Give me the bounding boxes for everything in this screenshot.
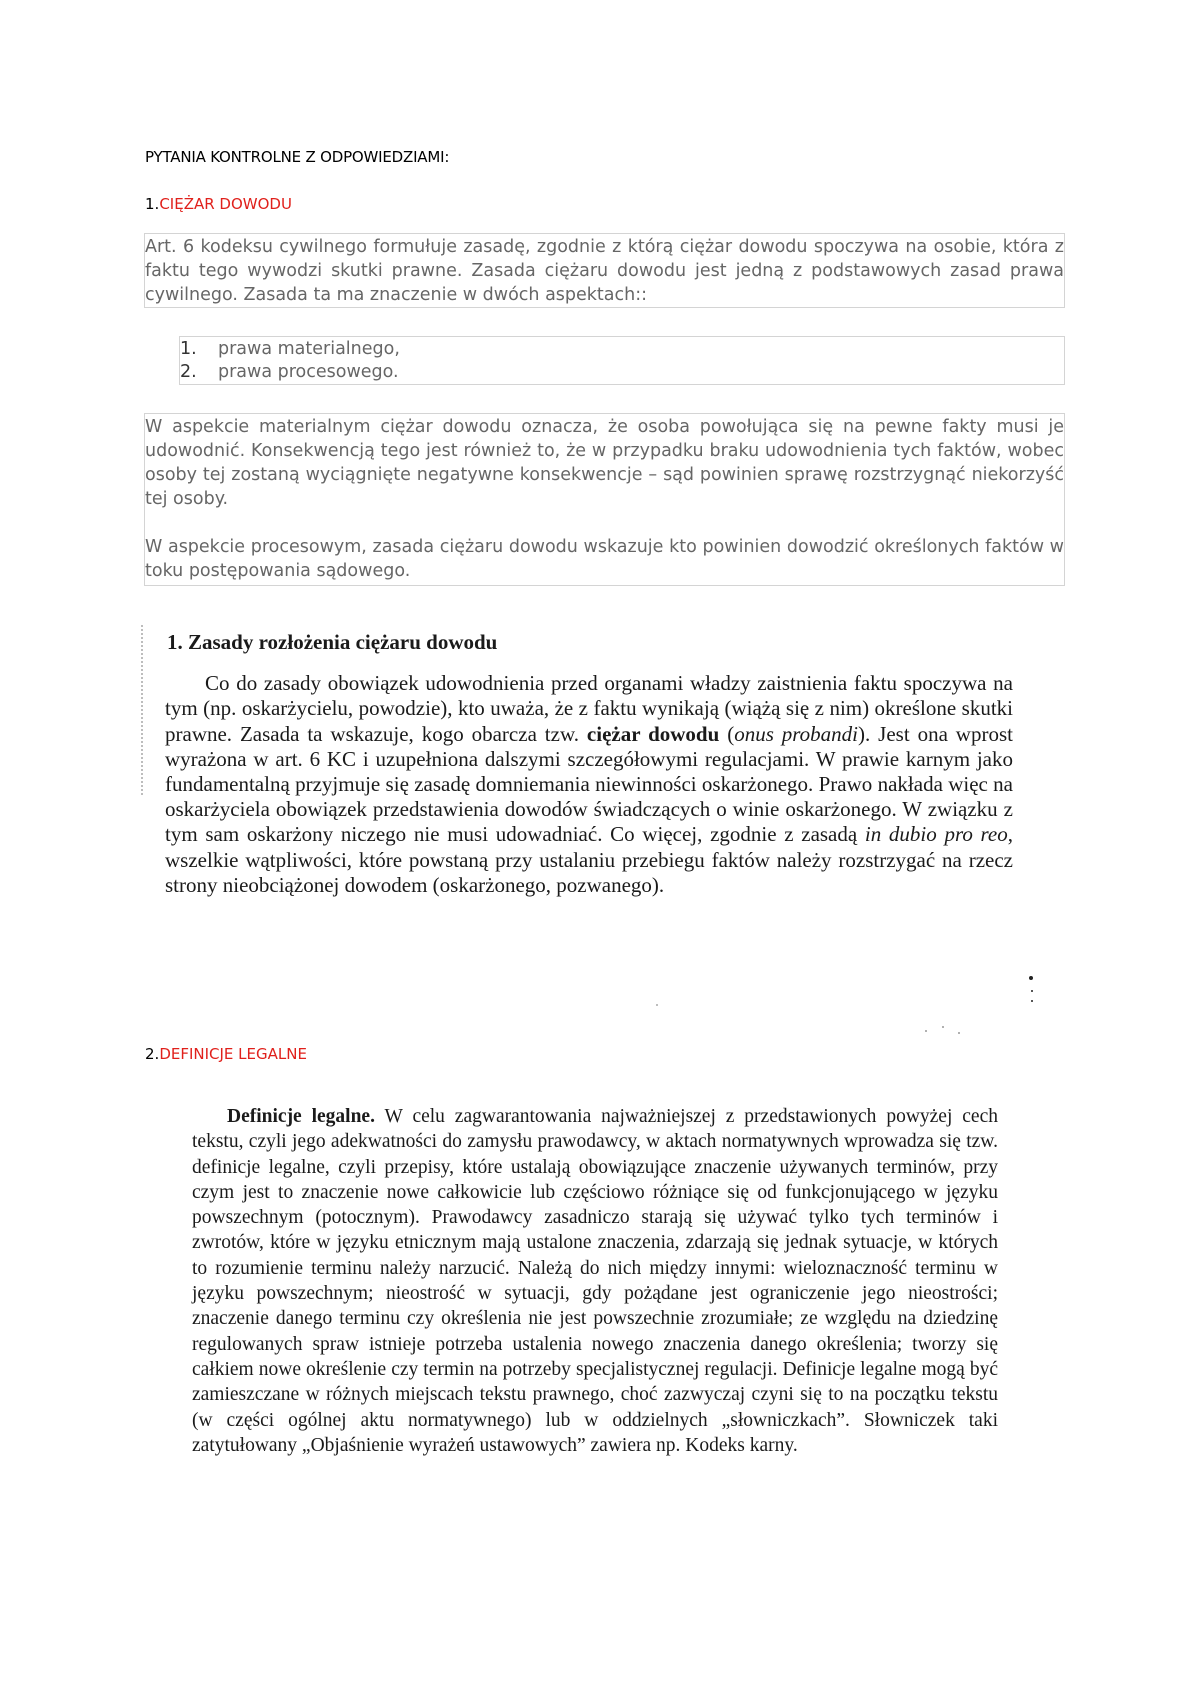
list-item-text: prawa materialnego, [218, 339, 400, 359]
italic-term: onus probandi [734, 721, 858, 746]
section-title: CIĘŻAR DOWODU [159, 195, 292, 213]
list-item [180, 338, 1064, 361]
scanned-excerpt-burden-of-proof [165, 630, 1013, 898]
scan-speck [1031, 1000, 1033, 1002]
scanned-text: Co do zasady obowiązek udowodnienia przed organami władzy zaistnienia faktu spoczywa na tym (np. oskarżycielu, powodzie), kto uważa, że z faktu wynikają (wiążą się z nim) określone skutki prawne. Zasada ta wskazuje, kogo obarcza tzw. [165, 671, 1013, 746]
section-heading-definicje-legalne [145, 1045, 307, 1063]
scan-speck [656, 1004, 658, 1006]
scanned-paragraph [192, 1104, 998, 1458]
scan-speck [942, 1026, 944, 1028]
scanned-text: W celu zagwarantowania najważniejszej z przedstawionych powyżej cech tekstu, czyli jego adekwatności do zamysłu prawodawcy, w aktach normatywnych wprowadza się tzw. definicje legalne, czyli przepisy, które ustalają obowiązujące znaczenie używanych terminów, przy czym jest to znaczenie nowe całkowicie lub częściowo różniące się od funkcjonującego w języku powszechnym (potocznym). Prawodawcy zasadniczo starają się używać tylko tych terminów i zwrotów, które w języku etnicznym mają ustalone znaczenia, zdarzają się jednak sytuacje, w których to rozumienie terminu należy narzucić. Należą do nich między innymi: wieloznaczność terminu w języku powszechnym; nieostrość w sytuacji, gdy pożądane jest ograniczenie jego nieostrości; znaczenie danego terminu czy określenia nie jest powszechnie zrozumiałe; ze względu na dziedzinę regulowanych spraw istnieje potrzeba ustalenia nowego znaczenia danego określenia; tworzy się całkiem nowe określenie czy termin na potrzeby specjalistycznej regulacji. Definicje legalne mogą być zamieszczane w różnych miejscach tekstu prawnego, choć zazwyczaj czyni się to na początku tekstu (w części ogólnej aktu normatywnego) lub w oddzielnych „słowniczkach”. Słowniczek taki zatytułowany „Objaśnienie wyrażeń ustawowych” zawiera np. Kodeks karny. [192, 1106, 998, 1456]
aspects-list [179, 336, 1065, 385]
bold-lead: Definicje legalne. [227, 1106, 375, 1127]
scanned-text: ). Jest ona wprost wyrażona w art. 6 KC i uzupełniona dalszymi szczegółowymi regulacjami. W prawie karnym jako fundamentalną przyjmuje się zasadę domniemania niewinności oskarżonego. Prawo nakłada więc na oskarżyciela obowiązek przedstawienia dowodów świadczących o winie oskarżonego. W związku z tym sam oskarżony niczego nie musi udowadniać. Co więcej, zgodnie z zasadą [165, 721, 1013, 847]
scan-speck [1029, 976, 1033, 980]
list-item-number: 1. [180, 339, 197, 359]
scanned-heading: 1. Zasady rozłożenia ciężaru dowodu [167, 630, 498, 654]
intro-paragraph-box [144, 233, 1065, 308]
section-number: 1. [145, 195, 160, 213]
material-aspect-paragraph: W aspekcie materialnym ciężar dowodu oznacza, że osoba powołująca się na pewne fakty musi je udowodnić. Konsekwencją tego jest również to, że w przypadku braku udowodnienia tych faktów, wobec osoby tej zostaną wyciągnięte negatywne konsekwencje – sąd powinien sprawę rozstrzygnąć niekorzyść tej osoby. [145, 417, 1064, 509]
intro-paragraph: Art. 6 kodeksu cywilnego formułuje zasadę, zgodnie z którą ciężar dowodu spoczywa na osobie, która z faktu tego wywodzi skutki prawne. Zasada ciężaru dowodu jest jedną z podstawowych zasad prawa cywilnego. Zasada ta ma znaczenie w dwóch aspektach:: [145, 237, 1064, 305]
list-item-text: prawa procesowego. [218, 362, 399, 382]
section-number: 2. [145, 1045, 160, 1063]
scan-speck [958, 1032, 960, 1034]
scanned-paragraph [165, 671, 1013, 898]
list-item-number: 2. [180, 362, 197, 382]
section-heading-ciezar-dowodu [145, 195, 292, 213]
scan-speck [925, 1030, 927, 1032]
section-title: DEFINICJE LEGALNE [159, 1045, 307, 1063]
scan-edge-artifact [141, 625, 147, 795]
italic-term: in dubio pro reo [864, 822, 1008, 847]
scanned-text: ( [719, 721, 735, 746]
scan-speck [1031, 990, 1033, 992]
scanned-text: , wszelkie wątpliwości, które powstaną przy ustalaniu przebiegu faktów należy rozstrzygać na rzecz strony nieobciążonej dowodem (oskarżonego, pozwanego). [165, 822, 1013, 897]
document-title: PYTANIA KONTROLNE Z ODPOWIEDZIAMI: [145, 148, 450, 166]
scanned-excerpt-legal-definitions [192, 1104, 998, 1458]
procedural-aspect-paragraph: W aspekcie procesowym, zasada ciężaru dowodu wskazuje kto powinien dowodzić określonych faktów w toku postępowania sądowego. [145, 537, 1064, 581]
bold-term: ciężar dowodu [586, 721, 720, 746]
list-item [180, 361, 1064, 384]
aspects-explanation-box [144, 413, 1065, 586]
